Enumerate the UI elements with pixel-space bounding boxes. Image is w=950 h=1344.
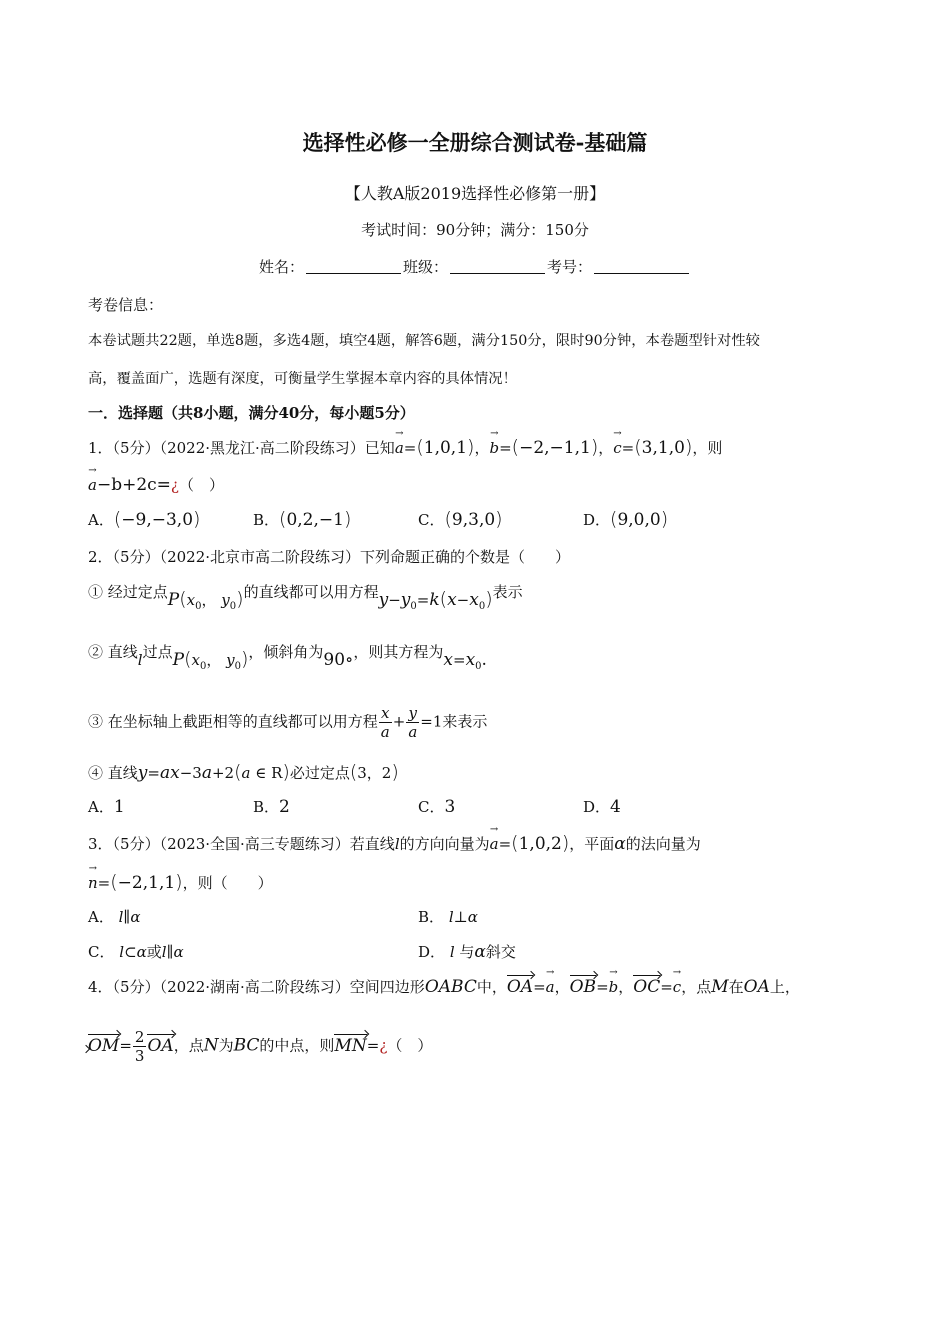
class-label: 班级： [402,258,448,276]
id-blank[interactable] [594,259,689,274]
q1-expression: → a−b+2c=¿（ ） [88,474,224,495]
q1-option-c[interactable]: C．(9,3,0) [418,508,503,530]
q2-option-c[interactable]: C．3 [418,797,456,817]
q1-option-d[interactable]: D．(9,0,0) [583,508,669,530]
student-fields [0,256,950,277]
info-line-2: 高，覆盖面广，选题有深度，可衡量学生掌握本章内容的具体情况！ [88,371,517,387]
q2-stem: 2．（5分）（2022·北京市高二阶段练习）下列命题正确的个数是（ ） [88,548,571,566]
q3-option-b[interactable]: B． l⊥α [418,908,478,926]
name-label: 姓名： [258,258,304,276]
q1-placeholder: ¿ [170,476,179,494]
exam-time: 考试时间：90分钟；满分：150分 [361,221,589,239]
q4-stem: 4．（5分）（2022·湖南·高二阶段练习）空间四边形OABC中，OA=→ a，OB=→ b，OC=→ c，点M在OA上， [88,976,800,997]
page-subtitle: 【人教A版2019选择性必修第一册】 [344,184,606,203]
q1-stem: 1．（5分）（2022·黑龙江·高二阶段练习）已知→ a=(1,0,1)，→ b=(−2,−1,1)，→ c=(3,1,0)，则 [88,436,722,458]
q4-placeholder: ¿ [379,1036,388,1055]
q3-option-a[interactable]: A． l∥α [88,908,141,926]
q2-statement-1: ① 经过定点$P(x_0$， $y_0$)的直线都可以用方程$y-y_0=k(x-x_0)$表示 [88,583,523,612]
q4-stem-2: OM= $\frac{2}{3}$ OA，点N为BC的中点，则MN=¿（ ） [88,1028,433,1065]
page-title: 选择性必修一全册综合测试卷-基础篇 [302,130,648,155]
class-blank[interactable] [450,259,545,274]
info-label: 考卷信息： [88,296,164,314]
q1-option-b[interactable]: B．(0,2,−1) [253,508,352,530]
q3-stem-2: → n=(−2,1,1)，则（ ） [88,871,273,893]
info-line-1: 本卷试题共22题，单选8题，多选4题，填空4题，解答6题，满分150分，限时90分钟，本卷题型针对性较 [88,333,760,349]
q1-option-a[interactable]: A．(−9,−3,0) [88,508,201,530]
q2-statement-2: ② 直线l过点$P(x_0$， $y_0$)，倾斜角为90∘，则其方程为$x=x_0$. [88,643,487,672]
id-label: 考号： [547,258,593,276]
q3-option-c[interactable]: C． l⊂α或l∥α [88,943,184,961]
name-blank[interactable] [306,259,401,274]
q2-option-a[interactable]: A．1 [88,797,125,817]
section-heading: 一．选择题（共8小题，满分40分，每小题5分） [88,404,415,422]
vec-OM: OM [88,1035,120,1056]
q3-stem: 3．（5分）（2023·全国·高三专题练习）若直线l的方向向量为→ a=(1,0,2)，平面α的法向量为 [88,832,701,854]
q2-option-b[interactable]: B．2 [253,797,290,817]
q3-option-d[interactable]: D． l 与α斜交 [418,942,516,962]
q2-statement-3: ③ 在坐标轴上截距相等的直线都可以用方程 $\frac{x}{a}$ + $\frac{y}{a}$ =1来表示 [88,704,488,741]
q2-option-d[interactable]: D．4 [583,797,621,817]
q2-statement-4: ④ 直线y=ax−3a+2(a ∈ R)必过定点(3，2) [88,761,399,783]
